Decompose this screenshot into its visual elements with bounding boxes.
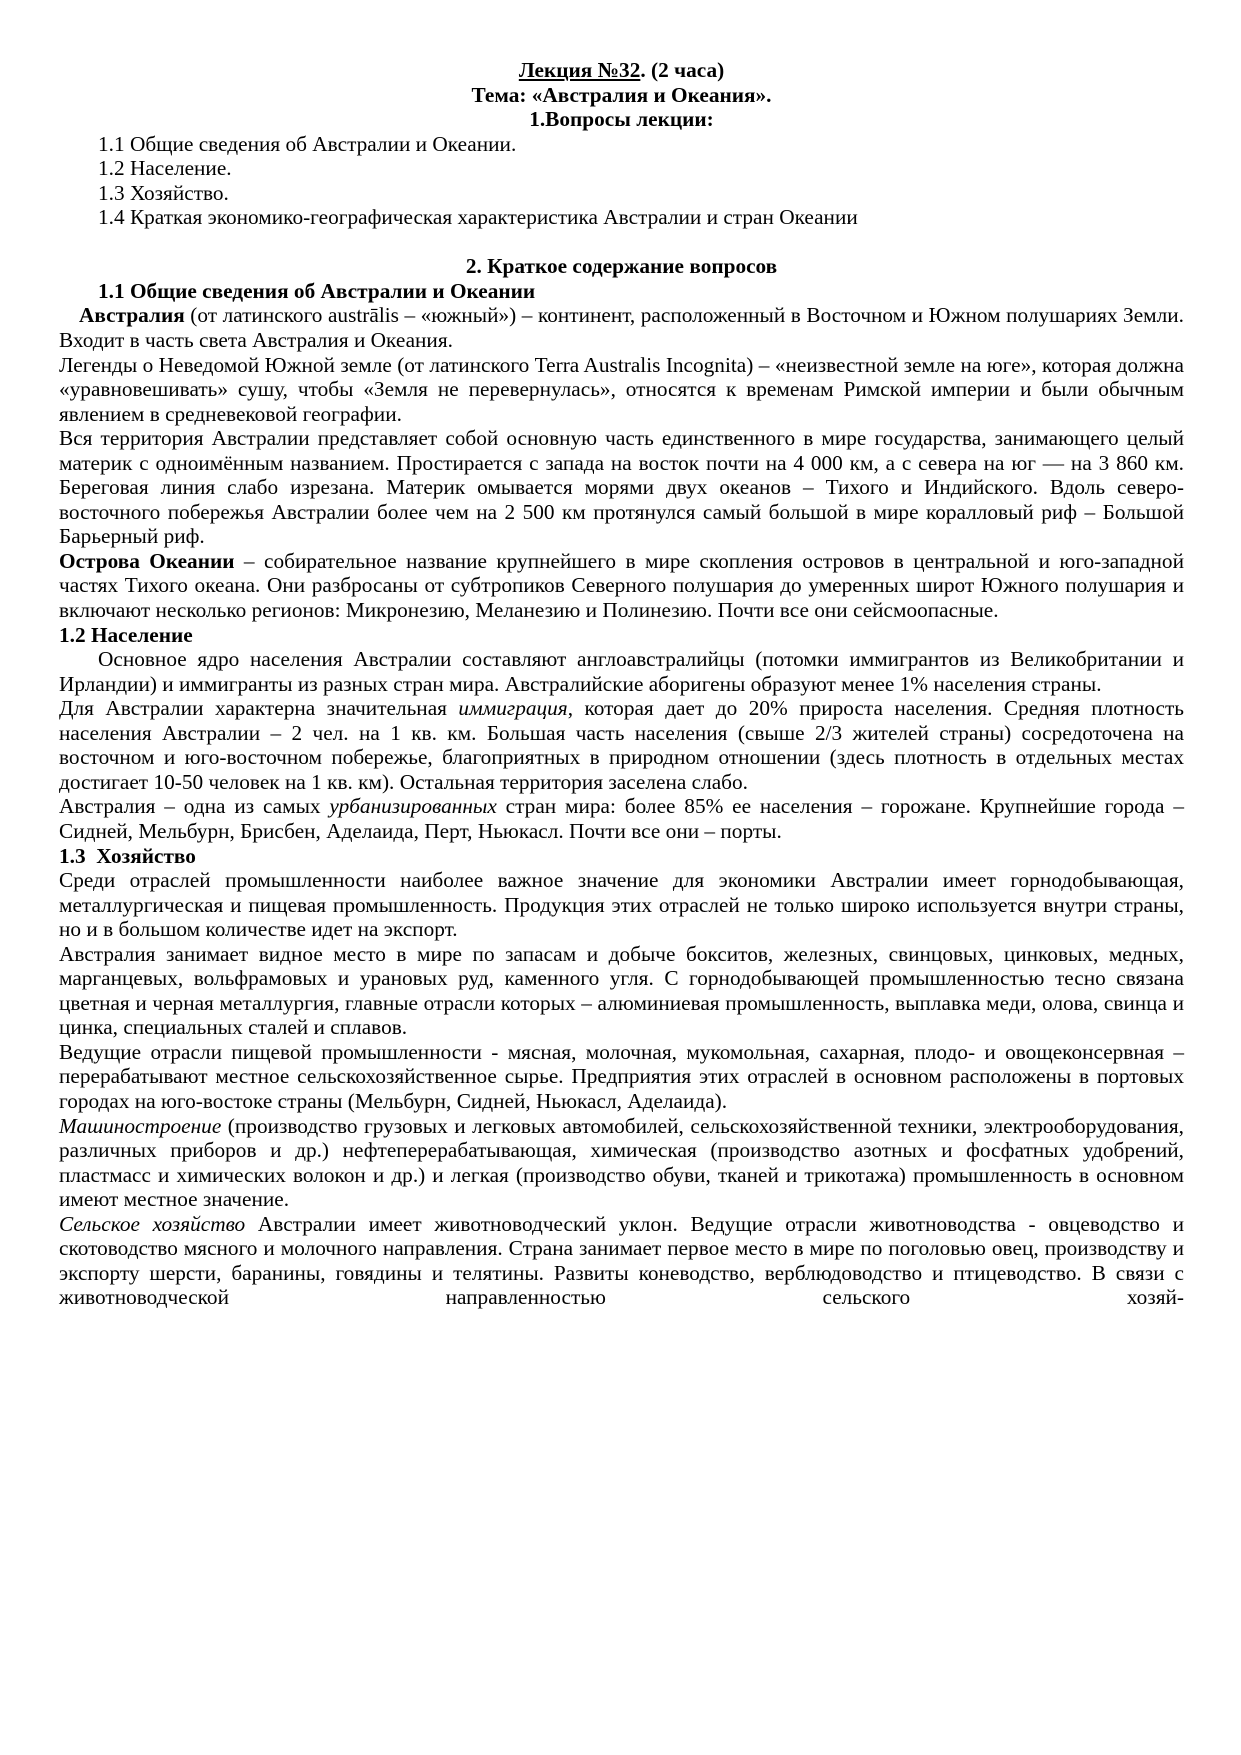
question-item: 1.1 Общие сведения об Австралии и Океании.	[98, 131, 517, 156]
paragraph-industry: Среди отраслей промышленности наиболее важное значение для экономики Австралии имеет горнодобывающая, металлургическая и пищевая промышленность. Продукция этих отраслей не только широко используется внутри страны, но и в большом количестве идет на экспорт.	[59, 868, 1184, 942]
paragraph-australia: Австралия (от латинского austrālis – «южный») – континент, расположенный в Восточном и Южном полушариях Земли. Входит в часть света Австралия и Океания.	[59, 303, 1184, 353]
paragraph-food-industry: Ведущие отрасли пищевой промышленности - мясная, молочная, мукомольная, сахарная, плодо- и овощеконсервная – перерабатывают местное сельскохозяйственное сырье. Предприятия этих отраслей в основном расположены в портовых городах на юго-востоке страны (Мельбурн, Сидней, Ньюкасл, Аделаида).	[59, 1039, 1184, 1113]
paragraph-immigration: Для Австралии характерна значительная иммиграция, которая дает до 20% прироста населения. Средняя плотность населения Австралии – 2 чел. на 1 кв. км. Большая часть населения (свыше 2/3 жителей страны) сосредоточена на восточном и юго-восточном побережье, благоприятных в природном отношении (здесь плотность в отдельных местах достигает 10-50 человек на 1 кв. км). Остальная территория заселена слабо.	[59, 696, 1184, 794]
question-item: 1.2 Население.	[98, 156, 232, 181]
term-oceania-islands: Острова Океании	[59, 548, 235, 573]
document-page	[59, 58, 1184, 1310]
paragraph-machinery: Машиностроение (производство грузовых и легковых автомобилей, сельскохозяйственной техники, электрооборудования, различных приборов и др.) нефтеперерабатывающая, химическая (производство азотных и фосфатных удобрений, пластмасс и химических волокон и др.) и легкая (производство обуви, тканей и трикотажа) промышленность в основном имеют местное значение.	[59, 1113, 1184, 1212]
section-heading-economy: 1.3 Хозяйство	[59, 843, 196, 868]
question-item: 1.3 Хозяйство.	[98, 180, 229, 205]
paragraph-urbanization: Австралия – одна из самых урбанизированных стран мира: более 85% ее населения – горожане. Крупнейшие города – Сидней, Мельбурн, Брисбен, Аделаида, Перт, Ньюкасл. Почти все они – порты.	[59, 794, 1184, 843]
questions-heading: 1.Вопросы лекции:	[529, 107, 714, 132]
summary-heading: 2. Краткое содержание вопросов	[465, 254, 778, 279]
questions-list	[59, 132, 1184, 230]
paragraph-agriculture: Сельское хозяйство Австралии имеет животноводческий уклон. Ведущие отрасли животноводства - овцеводство и скотоводство мясного и молочного направления. Страна занимает первое место в мире по поголовью овец, производству и экспорту шерсти, баранины, говядины и телятины. Развиты коневодство, верблюдоводство и птицеводство. В связи с животноводческой направленностью сельского хозяй-	[59, 1211, 1185, 1310]
paragraph-oceania: Острова Океании – собирательное название крупнейшего в мире скопления островов в центральной и юго-западной частях Тихого океана. Они разбросаны от субтропиков Северного полушария до умеренных широт Южного полушария и включают несколько регионов: Микронезию, Меланезию и Полинезию. Почти все они сейсмоопасные.	[59, 548, 1184, 623]
paragraph-territory: Вся территория Австралии представляет собой основную часть единственного в мире государства, занимающего целый материк с одноимённым названием. Простирается с запада на восток почти на 4 000 км, а с севера на юг — на 3 860 км. Береговая линия слабо изрезана. Материк омывается морями двух океанов – Тихого и Индийского. Вдоль северо-восточного побережья Австралии более чем на 2 500 км протянулся самый большой в мире коралловый риф – Большой Барьерный риф.	[59, 426, 1184, 549]
term-urbanized: урбанизированных	[329, 794, 497, 819]
term-australia: Австралия	[79, 303, 185, 328]
paragraph-legends: Легенды о Неведомой Южной земле (от латинского Terra Australis Incognita) – «неизвестной земле на юге», которая должна «уравновешивать» сушу, чтобы «Земля не перевернулась», относятся к временам Римской империи и были обычным явлением в средневековой географии.	[59, 352, 1184, 426]
lecture-number: Лекция №32	[518, 58, 641, 82]
paragraph-population-core: Основное ядро населения Австралии составляют англоавстралийцы (потомки иммигрантов из Великобритании и Ирландии) и иммигранты из разных стран мира. Австралийские аборигены образуют менее 1% населения страны.	[59, 647, 1184, 696]
section-heading-general: 1.1 Общие сведения об Австралии и Океании	[98, 278, 536, 303]
term-immigration: иммиграция	[458, 696, 568, 721]
section-heading-population: 1.2 Население	[59, 622, 193, 647]
spacer	[59, 230, 1184, 255]
term-machine-building: Машиностроение	[59, 1113, 222, 1138]
paragraph-mining: Австралия занимает видное место в мире по запасам и добыче бокситов, железных, свинцовых, цинковых, медных, марганцевых, вольфрамовых и урановых руд, каменного угля. С горнодобывающей промышленностью тесно связана цветная и черная металлургия, главные отрасли которых – алюминиевая промышленность, выплавка меди, олова, свинца и цинка, специальных сталей и сплавов.	[59, 941, 1184, 1040]
term-agriculture: Сельское хозяйство	[59, 1211, 246, 1236]
lecture-duration: . (2 часа)	[640, 58, 725, 82]
question-item: 1.4 Краткая экономико-географическая характеристика Австралии и стран Океании	[98, 205, 858, 230]
lecture-title	[59, 58, 1184, 83]
lecture-topic: Тема: «Австралия и Океания».	[471, 82, 772, 107]
